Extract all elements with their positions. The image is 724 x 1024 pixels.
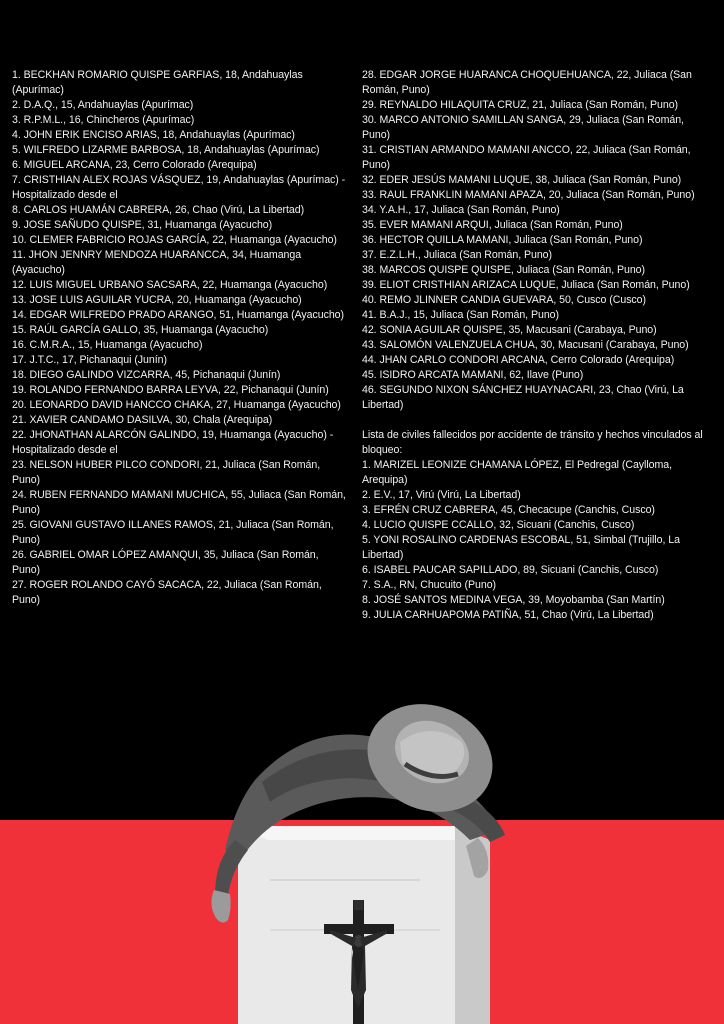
list-item: 10. CLEMER FABRICIO ROJAS GARCÍA, 22, Huamanga (Ayacucho) [12,234,337,246]
list-item: 25. GIOVANI GUSTAVO ILLANES RAMOS, 21, Juliaca (San Román, Puno) [12,519,334,546]
list-item: 29. REYNALDO HILAQUITA CRUZ, 21, Juliaca (San Román, Puno) [362,99,679,111]
list-item: 18. DIEGO GALINDO VIZCARRA, 45, Pichanaqui (Junín) [12,369,281,381]
list-item: 14. EDGAR WILFREDO PRADO ARANGO, 51, Huamanga (Ayacucho) [12,309,344,321]
list-item: 45. ISIDRO ARCATA MAMANI, 62, Ilave (Puno) [362,369,584,381]
list-item: 36. HECTOR QUILLA MAMANI, Juliaca (San Román, Puno) [362,234,643,246]
list-item: 23. NELSON HUBER PILCO CONDORI, 21, Juliaca (San Román, Puno) [12,459,321,486]
list-item: 9. JOSE SAÑUDO QUISPE, 31, Huamanga (Ayacucho) [12,219,273,231]
civilians-list [362,458,707,623]
list-item: 12. LUIS MIGUEL URBANO SACSARA, 22, Huamanga (Ayacucho) [12,279,328,291]
list-item: 21. XAVIER CANDAMO DASILVA, 30, Chala (Arequipa) [12,414,273,426]
right-victims-list [362,68,707,413]
list-item: 15. RAÚL GARCÍA GALLO, 35, Huamanga (Ayacucho) [12,324,269,336]
list-item: 27. ROGER ROLANDO CAYÓ SACACA, 22, Juliaca (San Román, Puno) [12,579,322,606]
list-item: 30. MARCO ANTONIO SAMILLAN SANGA, 29, Juliaca (San Román, Puno) [362,114,684,141]
list-item: 39. ELIOT CRISTHIAN ARIZACA LUQUE, Juliaca (San Román, Puno) [362,279,690,291]
list-item: 43. SALOMÓN VALENZUELA CHUA, 30, Macusani (Carabaya, Puno) [362,339,689,351]
list-item: 32. EDER JESÚS MAMANI LUQUE, 38, Juliaca (San Román, Puno) [362,174,682,186]
list-item: 28. EDGAR JORGE HUARANCA CHOQUEHUANCA, 22, Juliaca (San Román, Puno) [362,69,692,96]
list-item: 2. D.A.Q., 15, Andahuaylas (Apurímac) [12,99,194,111]
list-item: 5. WILFREDO LIZARME BARBOSA, 18, Andahuaylas (Apurímac) [12,144,320,156]
list-item: 17. J.T.C., 17, Pichanaqui (Junín) [12,354,167,366]
list-item: 41. B.A.J., 15, Juliaca (San Román, Puno) [362,309,559,321]
list-item: 42. SONIA AGUILAR QUISPE, 35, Macusani (Carabaya, Puno) [362,324,657,336]
list-item: 33. RAUL FRANKLIN MAMANI APAZA, 20, Juliaca (San Román, Puno) [362,189,695,201]
list-item: 5. YONI ROSALINO CARDENAS ESCOBAL, 51, Simbal (Trujillo, La Libertad) [362,534,680,561]
list-item: 19. ROLANDO FERNANDO BARRA LEYVA, 22, Pichanaqui (Junín) [12,384,329,396]
list-item: 9. JULIA CARHUAPOMA PATIÑA, 51, Chao (Virú, La Libertad) [362,609,654,621]
list-item: 3. EFRÉN CRUZ CABRERA, 45, Checacupe (Canchis, Cusco) [362,504,655,516]
list-item: 6. MIGUEL ARCANA, 23, Cerro Colorado (Arequipa) [12,159,257,171]
list-item: 3. R.P.M.L., 16, Chincheros (Apurímac) [12,114,195,126]
list-item: 1. BECKHAN ROMARIO QUISPE GARFIAS, 18, Andahuaylas (Apurímac) [12,69,303,96]
list-item: 8. JOSÉ SANTOS MEDINA VEGA, 39, Moyobamba (San Martín) [362,594,665,606]
list-item: 6. ISABEL PAUCAR SAPILLADO, 89, Sicuani (Canchis, Cusco) [362,564,659,576]
list-item: 2. E.V., 17, Virú (Virú, La Libertad) [362,489,521,501]
list-item: 35. EVER MAMANI ARQUI, Juliaca (San Román, Puno) [362,219,623,231]
list-item: 38. MARCOS QUISPE QUISPE, Juliaca (San Román, Puno) [362,264,646,276]
left-column-list [12,68,347,608]
list-item: 11. JHON JENNRY MENDOZA HUARANCCA, 34, Huamanga (Ayacucho) [12,249,302,276]
list-item: 7. S.A., RN, Chucuito (Puno) [362,579,497,591]
list-item: 46. SEGUNDO NIXON SÁNCHEZ HUAYNACARI, 23, Chao (Virú, La Libertad) [362,384,684,411]
right-column-list [362,68,707,623]
mourning-man-coffin-illustration [0,690,724,1024]
list-item: 8. CARLOS HUAMÁN CABRERA, 26, Chao (Virú, La Libertad) [12,204,305,216]
list-item: 31. CRISTIAN ARMANDO MAMANI ANCCO, 22, Juliaca (San Román, Puno) [362,144,691,171]
civilians-section-title: Lista de civiles fallecidos por accidente de tránsito y hechos vinculados al bloqueo: [362,429,703,456]
list-item: 24. RUBEN FERNANDO MAMANI MUCHICA, 55, Juliaca (San Román, Puno) [12,489,346,516]
list-item: 4. LUCIO QUISPE CCALLO, 32, Sicuani (Canchis, Cusco) [362,519,635,531]
list-item: 26. GABRIEL OMAR LÓPEZ AMANQUI, 35, Juliaca (San Román, Puno) [12,549,319,576]
list-item: 22. JHONATHAN ALARCÓN GALINDO, 19, Huamanga (Ayacucho) - Hospitalizado desde el [12,429,334,456]
list-item: 37. E.Z.L.H., Juliaca (San Román, Puno) [362,249,553,261]
list-item: 7. CRISTHIAN ALEX ROJAS VÁSQUEZ, 19, Andahuaylas (Apurímac) - Hospitalizado desde el [12,174,346,201]
list-item: 1. MARIZEL LEONIZE CHAMANA LÓPEZ, El Pedregal (Caylloma, Arequipa) [362,459,673,486]
list-item: 34. Y.A.H., 17, Juliaca (San Román, Puno) [362,204,560,216]
list-item: 20. LEONARDO DAVID HANCCO CHAKA, 27, Huamanga (Ayacucho) [12,399,341,411]
list-item: 40. REMO JLINNER CANDIA GUEVARA, 50, Cusco (Cusco) [362,294,647,306]
list-item: 16. C.M.R.A., 15, Huamanga (Ayacucho) [12,339,203,351]
list-item: 44. JHAN CARLO CONDORI ARCANA, Cerro Colorado (Arequipa) [362,354,675,366]
list-item: 4. JOHN ERIK ENCISO ARIAS, 18, Andahuaylas (Apurímac) [12,129,295,141]
list-item: 13. JOSE LUIS AGUILAR YUCRA, 20, Huamanga (Ayacucho) [12,294,302,306]
